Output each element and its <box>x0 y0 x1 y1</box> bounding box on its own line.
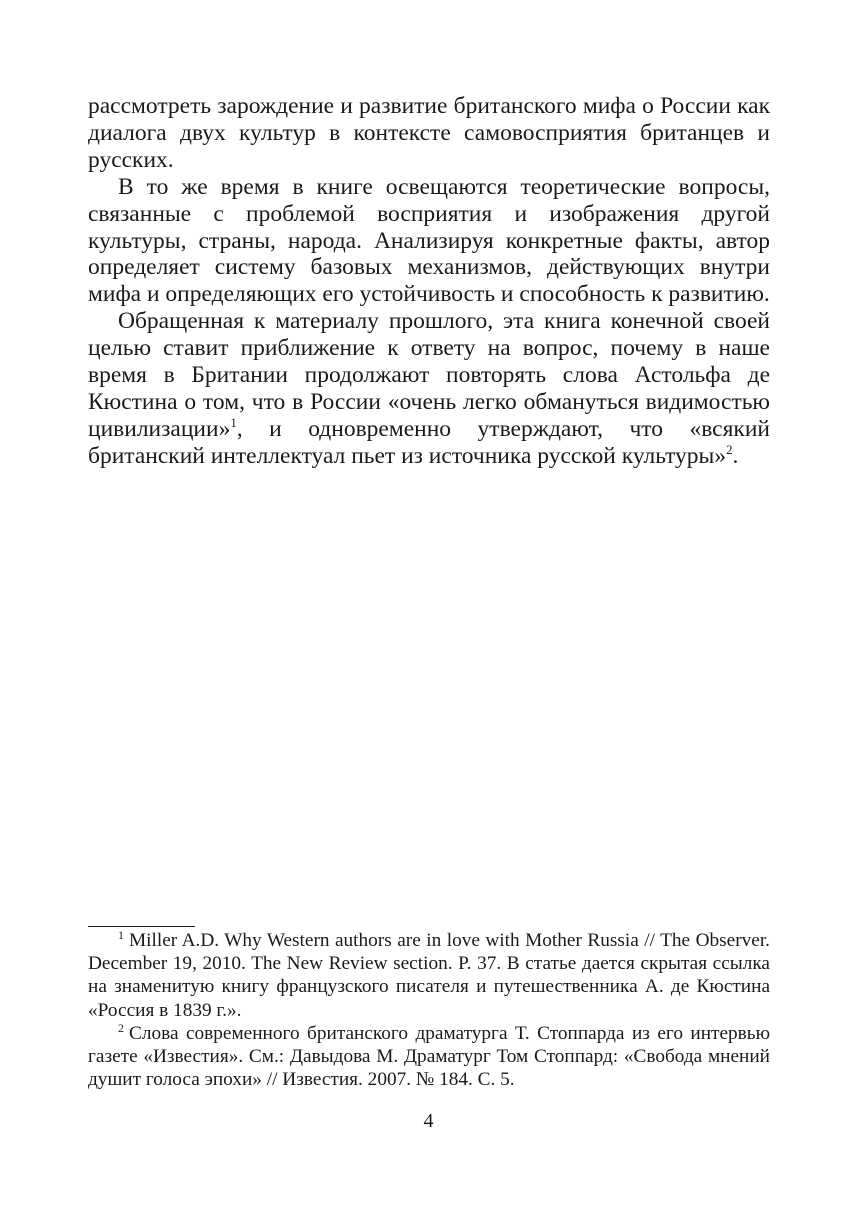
footnote-reference-2[interactable]: 2 <box>726 441 733 457</box>
paragraph-3 <box>88 308 770 469</box>
footnote-2-text: Слова современного британского драматурга Т. Стоппарда из его интервью газете «Известия». См.: Давыдова М. Драматург Том Стоппард: «Свобода мнений душит голоса эпохи» // Известия. 2007. № 184. С. 5. <box>88 1022 770 1091</box>
paragraph-2: В то же время в книге освещаются теоретические вопросы, связанные с проблемой восприятия и изображения другой культуры, страны, народа. Анализируя конкретные факты, автор определяет систему базовых механизмов, действующих внутри мифа и определяющих его устойчивость и способность к развитию. <box>88 173 770 308</box>
footnote-1-text: Miller A.D. Why Western authors are in love with Mother Russia // The Observer. December 19, 2010. The New Review section. P. 37. В статье дается скрытая ссылка на знаменитую книгу французского писателя и путешественника А. де Кюстина «Россия в 1839 г.». <box>88 930 770 1021</box>
footnote-1-marker: 1 <box>118 927 124 942</box>
paragraph-1: рассмотреть зарождение и развитие британского мифа о России как диалога двух культур в контексте самовосприятия британцев и русских. <box>88 93 770 173</box>
paragraph-3-text-1: Обращенная к материалу прошлого, эта книга конечной своей целью ставит приближение к ответу на вопрос, почему в наше время в Британии продолжают повторять слова Астольфа де Кюстина о том, что в России «очень легко обмануться видимостью цивилизации» <box>88 308 770 442</box>
page-number: 4 <box>423 1110 434 1132</box>
footnotes <box>88 929 770 1091</box>
paragraph-3-text-2: , и одновременно утверждают, что «всякий британский интеллектуал пьет из источника русской культуры» <box>88 415 770 469</box>
footnote-1 <box>88 929 770 1022</box>
footnote-2-marker: 2 <box>118 1020 124 1035</box>
footnote-2 <box>88 1022 770 1092</box>
main-text <box>88 93 770 470</box>
footnote-separator <box>88 926 195 927</box>
paragraph-3-end: . <box>732 442 739 469</box>
footnote-reference-1[interactable]: 1 <box>230 414 237 430</box>
